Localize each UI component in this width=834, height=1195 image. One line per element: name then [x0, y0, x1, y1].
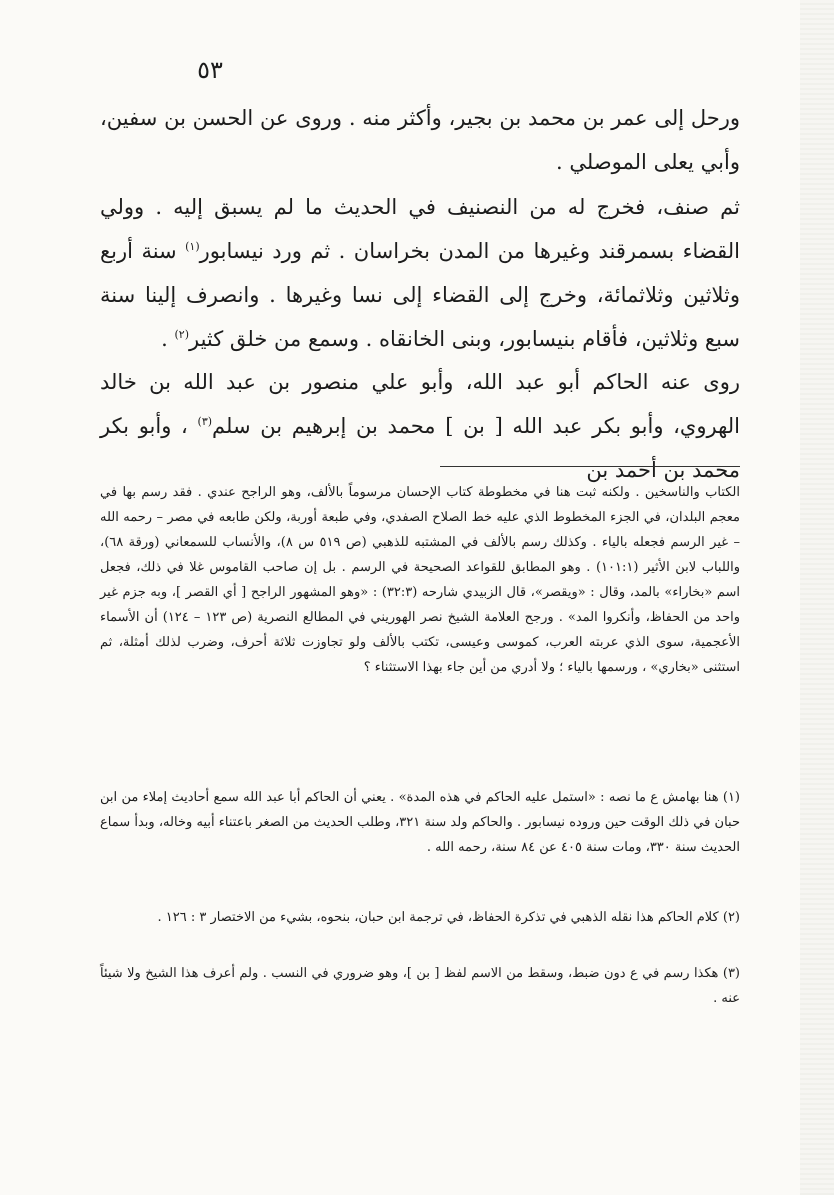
footnote-separator: [440, 466, 740, 467]
page-edge-shadow: [800, 0, 834, 1195]
main-paragraph-2-text: ثم صنف، فخرج له من النصنيف في الحديث ما لم يسبق إليه . وولي القضاء بسمرقند وغيرها من المدن بخراسان . ثم ورد نيسابور$^{(١)}$ سنة أربع وثلاثين وثلاثمائة، وخرج إلى القضاء إلى نسا وغيرها . وانصرف إلينا سنة سبع وثلاثين، فأقام بنيسابور، وبنى الخانقاه . وسمع من خلق كثير$^{(٢)}$ .: [100, 195, 740, 351]
main-paragraph-3: [100, 360, 740, 492]
footnote-ref-1: (١): [185, 240, 200, 253]
main-paragraph-3-part-b: ، وأبو بكر محمد بن أحمد بن: [100, 414, 740, 482]
footnote-ref-3: (٣): [197, 415, 213, 428]
main-paragraph-2-part-a: ثم صنف، فخرج له من النصنيف في الحديث ما لم يسبق إليه . وولي القضاء بسمرقند وغيرها من المدن بخراسان . ثم ورد نيسابور: [100, 195, 740, 263]
footnote-continuation: [100, 480, 740, 680]
main-paragraph-3-text: [100, 360, 740, 492]
footnote-2-text: (٢) كلام الحاكم هذا نقله الذهبي في تذكرة الحفاظ، في ترجمة ابن حبان، بنحوه، بشيء من الاختصار ٣ : ١٢٦ .: [157, 910, 740, 925]
main-paragraph-1: [100, 96, 740, 184]
footnote-ref-2: (٢): [174, 328, 189, 341]
main-paragraph-2: [100, 185, 740, 361]
main-paragraph-2-part-b: سنة أربع وثلاثين وثلاثمائة، وخرج إلى القضاء إلى نسا وغيرها . وانصرف إلينا سنة سبع وثلاثين، فأقام بنيسابور، وبنى الخانقاه . وسمع من خلق كثير: [100, 239, 740, 351]
footnote-1: [100, 785, 740, 860]
footnote-3-text: (٣) هكذا رسم في ع دون ضبط، وسقط من الاسم لفظ [ بن ]، وهو ضروري في النسب . ولم أعرف هذا الشيخ ولا شيئاً عنه .: [100, 966, 740, 1006]
page-number: ٥٣: [197, 56, 223, 84]
main-paragraph-1-text: ورحل إلى عمر بن محمد بن بجير، وأكثر منه . وروى عن الحسن بن سفين، وأبي يعلى الموصلي .: [100, 106, 740, 174]
footnote-2: [100, 905, 740, 930]
main-paragraph-3-part-a: روى عنه الحاكم أبو عبد الله، وأبو علي منصور بن عبد الله بن خالد الهروي، وأبو بكر عبد الله [ بن ] محمد بن إبرهيم بن سلم: [100, 370, 741, 438]
footnote-1-text: (١) هنا بهامش ع ما نصه : «استمل عليه الحاكم في هذه المدة» . يعني أن الحاكم أبا عبد الله سمع أحاديث إملاء من ابن حبان في ذلك الوقت حين وروده نيسابور . والحاكم ولد سنة ٣٢١، وطلب الحديث من الصغر باعتناء أبيه وخاله، وبدأ سماع الحديث سنة ٣٣٠، ومات سنة ٤٠٥ عن ٨٤ سنة، رحمه الله .: [100, 790, 740, 855]
footnote-continuation-text: الكتاب والناسخين . ولكنه ثبت هنا في مخطوطة كتاب الإحسان مرسوماً بالألف، وهو الراجح عندي . فقد رسم بها في معجم البلدان، في الجزء المخطوط الذي عليه خط الصلاح الصفدي، وفي طبعة أوربة، ولكن طابعه في مصر – رحمه الله – غير الرسم فجعله بالياء . وكذلك رسم بالألف في المشتبه للذهبي (ص ٥١٩ س ٨)، والأنساب للسمعاني (ورقة ٦٨)، واللباب لابن الأثير (١٠١:١) . وهو المطابق للقواعد الصحيحة في الرسم . بل إن صاحب القاموس غلا في ذلك، فجعل اسم «بخاراء» بالمد، وقال : «ويقصر»، قال الزبيدي شارحه (٣٢:٣) : «وهو المشهور الراجح [ أي القصر ]، وبه جزم غير واحد من الحفاظ، وأنكروا المد» . ورجح العلامة الشيخ نصر الهوريني في المطالع النصرية (ص ١٢٣ – ١٢٤) أن الأسماء الأعجمية، سوى الذي عربته العرب، كموسى وعيسى، تكتب بالألف ولو تجاوزت ثلاثة أحرف، وضرب لذلك أمثلة، ثم استثنى «بخاري» ، ورسمها بالياء ؛ ولا أدري من أين جاء بهذا الاستثناء ؟: [100, 485, 741, 675]
footnote-3: [100, 961, 740, 1011]
